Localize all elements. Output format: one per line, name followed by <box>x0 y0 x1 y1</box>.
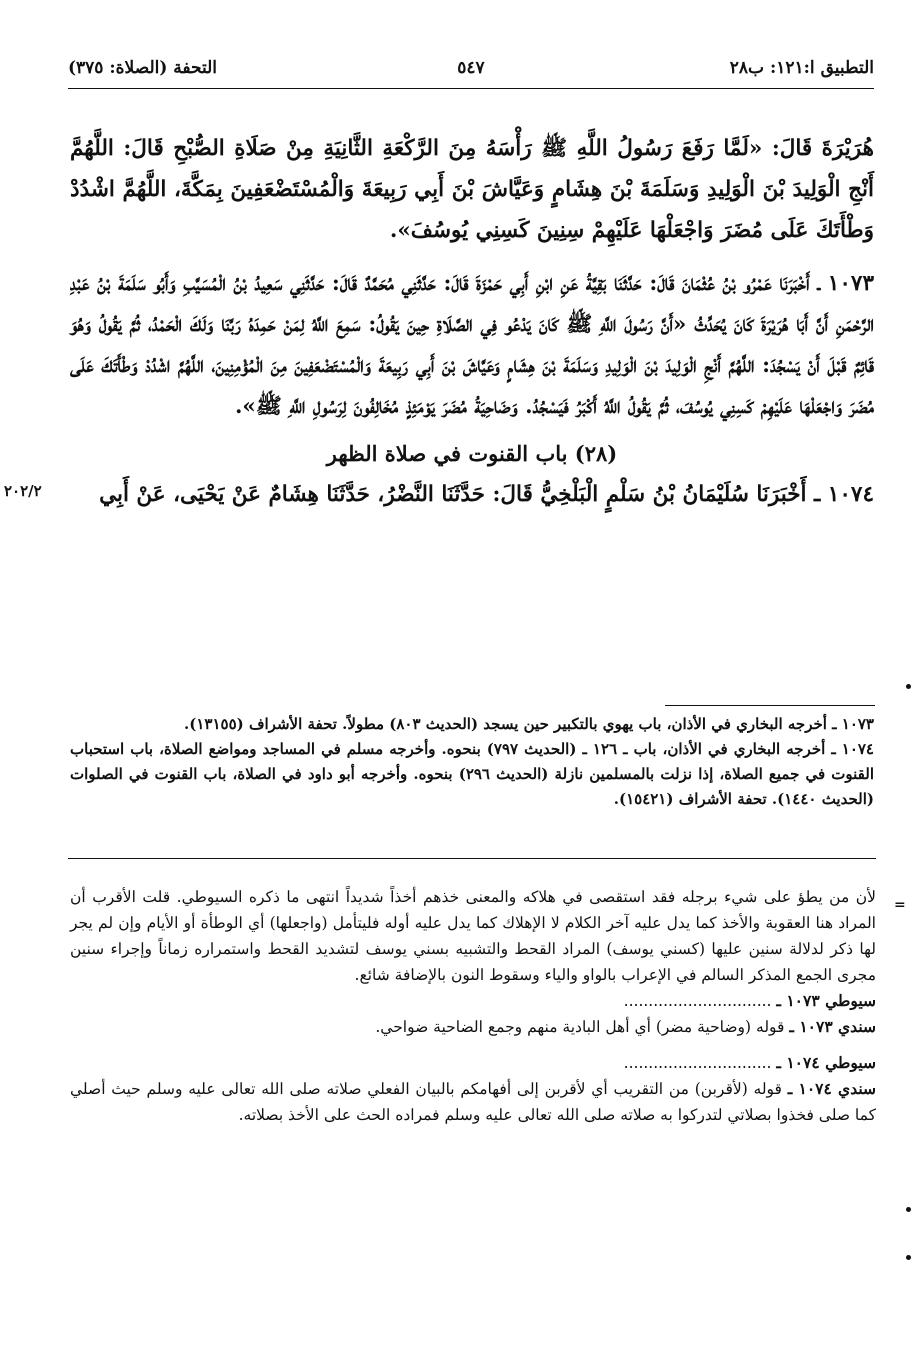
header-tuhfa-reference: التحفة (الصلاة: ٣٧٥) <box>68 58 218 78</box>
suyuti-1073-label: سيوطي ١٠٧٣ ـ <box>776 991 876 1010</box>
sindi-1073-label: سندي ١٠٧٣ ـ <box>789 1017 876 1036</box>
footnote-divider <box>665 705 875 706</box>
margin-reference: ٢٠٢/٢ <box>4 482 42 500</box>
hadith-paragraph: ١٠٧٣ ـ أَخْبَرَنَا عَمْرُو بْنُ عُثْمَانَ قَالَ: حَدَّثَنَا بَقِيَّةُ عَنِ ابْنِ أَبِي حَمْزَةَ قَالَ: حَدَّثَنِي مُحَمَّدٌ قَالَ: حَدَّثَنِي سَعِيدُ بْنُ الْمُسَيَّبِ وَأَبُو سَلَمَةَ بْنُ عَبْدِ الرَّحْمَنِ أَنَّ أَبَا هُرَيْرَةَ كَانَ يُحَدِّثُ «أَنَّ رَسُولَ اللَّهِ ﷺ كَانَ يَدْعُو فِي الصَّلَاةِ حِينَ يَقُولُ: سَمِعَ اللَّهُ لِمَنْ حَمِدَهُ رَبَّنَا وَلَكَ الْحَمْدُ، ثُمَّ يَقُولُ وَهُوَ قَائِمٌ قَبْلَ أَنْ يَسْجُدَ: اللَّهُمَّ أَنْجِ الْوَلِيدَ بْنَ الْوَلِيدِ وَسَلَمَةَ بْنَ هِشَامٍ وَعَيَّاشَ بْنَ أَبِي رَبِيعَةَ وَالْمُسْتَضْعَفِينَ مِنَ الْمُؤْمِنِينَ، اللَّهُمَّ اشْدُدْ وَطْأَتَكَ عَلَى مُضَرَ وَاجْعَلْهَا عَلَيْهِمْ كَسِنِي يُوسُفَ، ثُمَّ يَقُولُ اللَّهُ أَكْبَرُ فَيَسْجُدُ. وَضَاحِيَةُ مُضَرَ يَوْمَئِذٍ مُخَالِفُونَ لِرَسُولِ اللَّهِ ﷺ». <box>70 271 874 419</box>
takhrij-notes <box>70 712 874 812</box>
sindi-1073-text: قوله (وضاحية مضر) أي أهل البادية منهم وجمع الضاحية ضواحي. <box>375 1018 785 1036</box>
sindi-1074-label: سندي ١٠٧٤ ـ <box>787 1079 876 1098</box>
sindi-1073-line <box>70 1014 876 1040</box>
header-divider <box>68 88 874 89</box>
hadith-text <box>70 128 874 515</box>
page-header <box>68 58 874 84</box>
page-number: ٥٤٧ <box>457 58 485 78</box>
hadith-paragraph: هُرَيْرَةَ قَالَ: «لَمَّا رَفَعَ رَسُولُ اللَّهِ ﷺ رَأْسَهُ مِنَ الرَّكْعَةِ الثَّانِيَةِ مِنْ صَلَاةِ الصُّبْحِ قَالَ: اللَّهُمَّ أَنْجِ الْوَلِيدَ بْنَ الْوَلِيدِ وَسَلَمَةَ بْنَ هِشَامٍ وَعَيَّاشَ بْنَ أَبِي رَبِيعَةَ وَالْمُسْتَضْعَفِينَ بِمَكَّةَ، اللَّهُمَّ اشْدُدْ وَطْأَتَكَ عَلَى مُضَرَ وَاجْعَلْهَا عَلَيْهِمْ سِنِينَ كَسِنِي يُوسُفَ». <box>70 136 874 243</box>
scan-speck <box>906 1255 911 1260</box>
dotted-leader: .............................. <box>623 1054 772 1072</box>
commentary <box>70 884 876 1128</box>
scan-speck <box>906 1207 911 1212</box>
header-book-reference: التطبيق ا:١٢١: ب٢٨ <box>729 58 874 78</box>
suyuti-1074-label: سيوطي ١٠٧٤ ـ <box>776 1053 876 1072</box>
suyuti-1073-line <box>70 988 876 1014</box>
suyuti-1074-line <box>70 1050 876 1076</box>
commentary-continuation: لأن من يطؤ على شيء برجله فقد استقصى في هلاكه والمعنى خذهم أخذاً شديداً انتهى ما ذكره السيوطي. قلت الأقرب أن المراد هنا العقوبة والأخذ كما يدل عليه آخر الكلام لا الإهلاك كما يدل عليه أوله فليتأمل (واجعلها) أي الوطأة أو الأيام وإن لم يجر لها ذكر لدلالة سنين عليها (كسني يوسف) المراد القحط والتشبيه بسني يوسف لتشديد القحط واستمراره زماناً وإجراء سنين مجرى الجمع المذكر السالم في الإعراب بالواو والياء وسقوط النون بالإضافة شائع. <box>70 888 876 984</box>
continuation-mark: = <box>894 897 906 913</box>
chapter-title: (٢٨) باب القنوت في صلاة الظهر <box>326 441 618 466</box>
sindi-1074-line <box>70 1076 876 1128</box>
dotted-leader: .............................. <box>623 992 772 1010</box>
sindi-1074-text: قوله (لأقربن) من التقريب أي لأقربن إلى أفهامكم بالبيان الفعلي صلاته صلى الله تعالى عليه وسلم حيث أصلي كما صلى فخذوا بصلاتي لتدركوا به صلاته صلى الله تعالى عليه وسلم فمراده الحث على الأخذ بصلاته. <box>70 1080 876 1124</box>
hadith-paragraph: ١٠٧٤ ـ أَخْبَرَنَا سُلَيْمَانُ بْنُ سَلْمٍ الْبَلْخِيُّ قَالَ: حَدَّثَنَا النَّضْرُ، حَدَّثَنَا هِشَامٌ عَنْ يَحْيَى، عَنْ أَبِي <box>99 482 874 507</box>
takhrij-note: ١٠٧٣ ـ أخرجه البخاري في الأذان، باب يهوي بالتكبير حين يسجد (الحديث ٨٠٣) مطولاً. تحفة الأشراف (١٣١٥٥). <box>184 715 874 733</box>
scan-speck <box>906 684 911 689</box>
takhrij-note: ١٠٧٤ ـ أخرجه البخاري في الأذان، باب ـ ١٢٦ ـ (الحديث ٧٩٧) بنحوه. وأخرجه مسلم في المساجد ومواضع الصلاة، باب استحباب القنوت في جميع الصلاة، إذا نزلت بالمسلمين نازلة (الحديث ٢٩٦) بنحوه. وأخرجه أبو داود في الصلاة، باب القنوت في الصلوات (الحديث ١٤٤٠). تحفة الأشراف (١٥٤٢١). <box>70 740 874 808</box>
commentary-divider <box>68 858 876 859</box>
